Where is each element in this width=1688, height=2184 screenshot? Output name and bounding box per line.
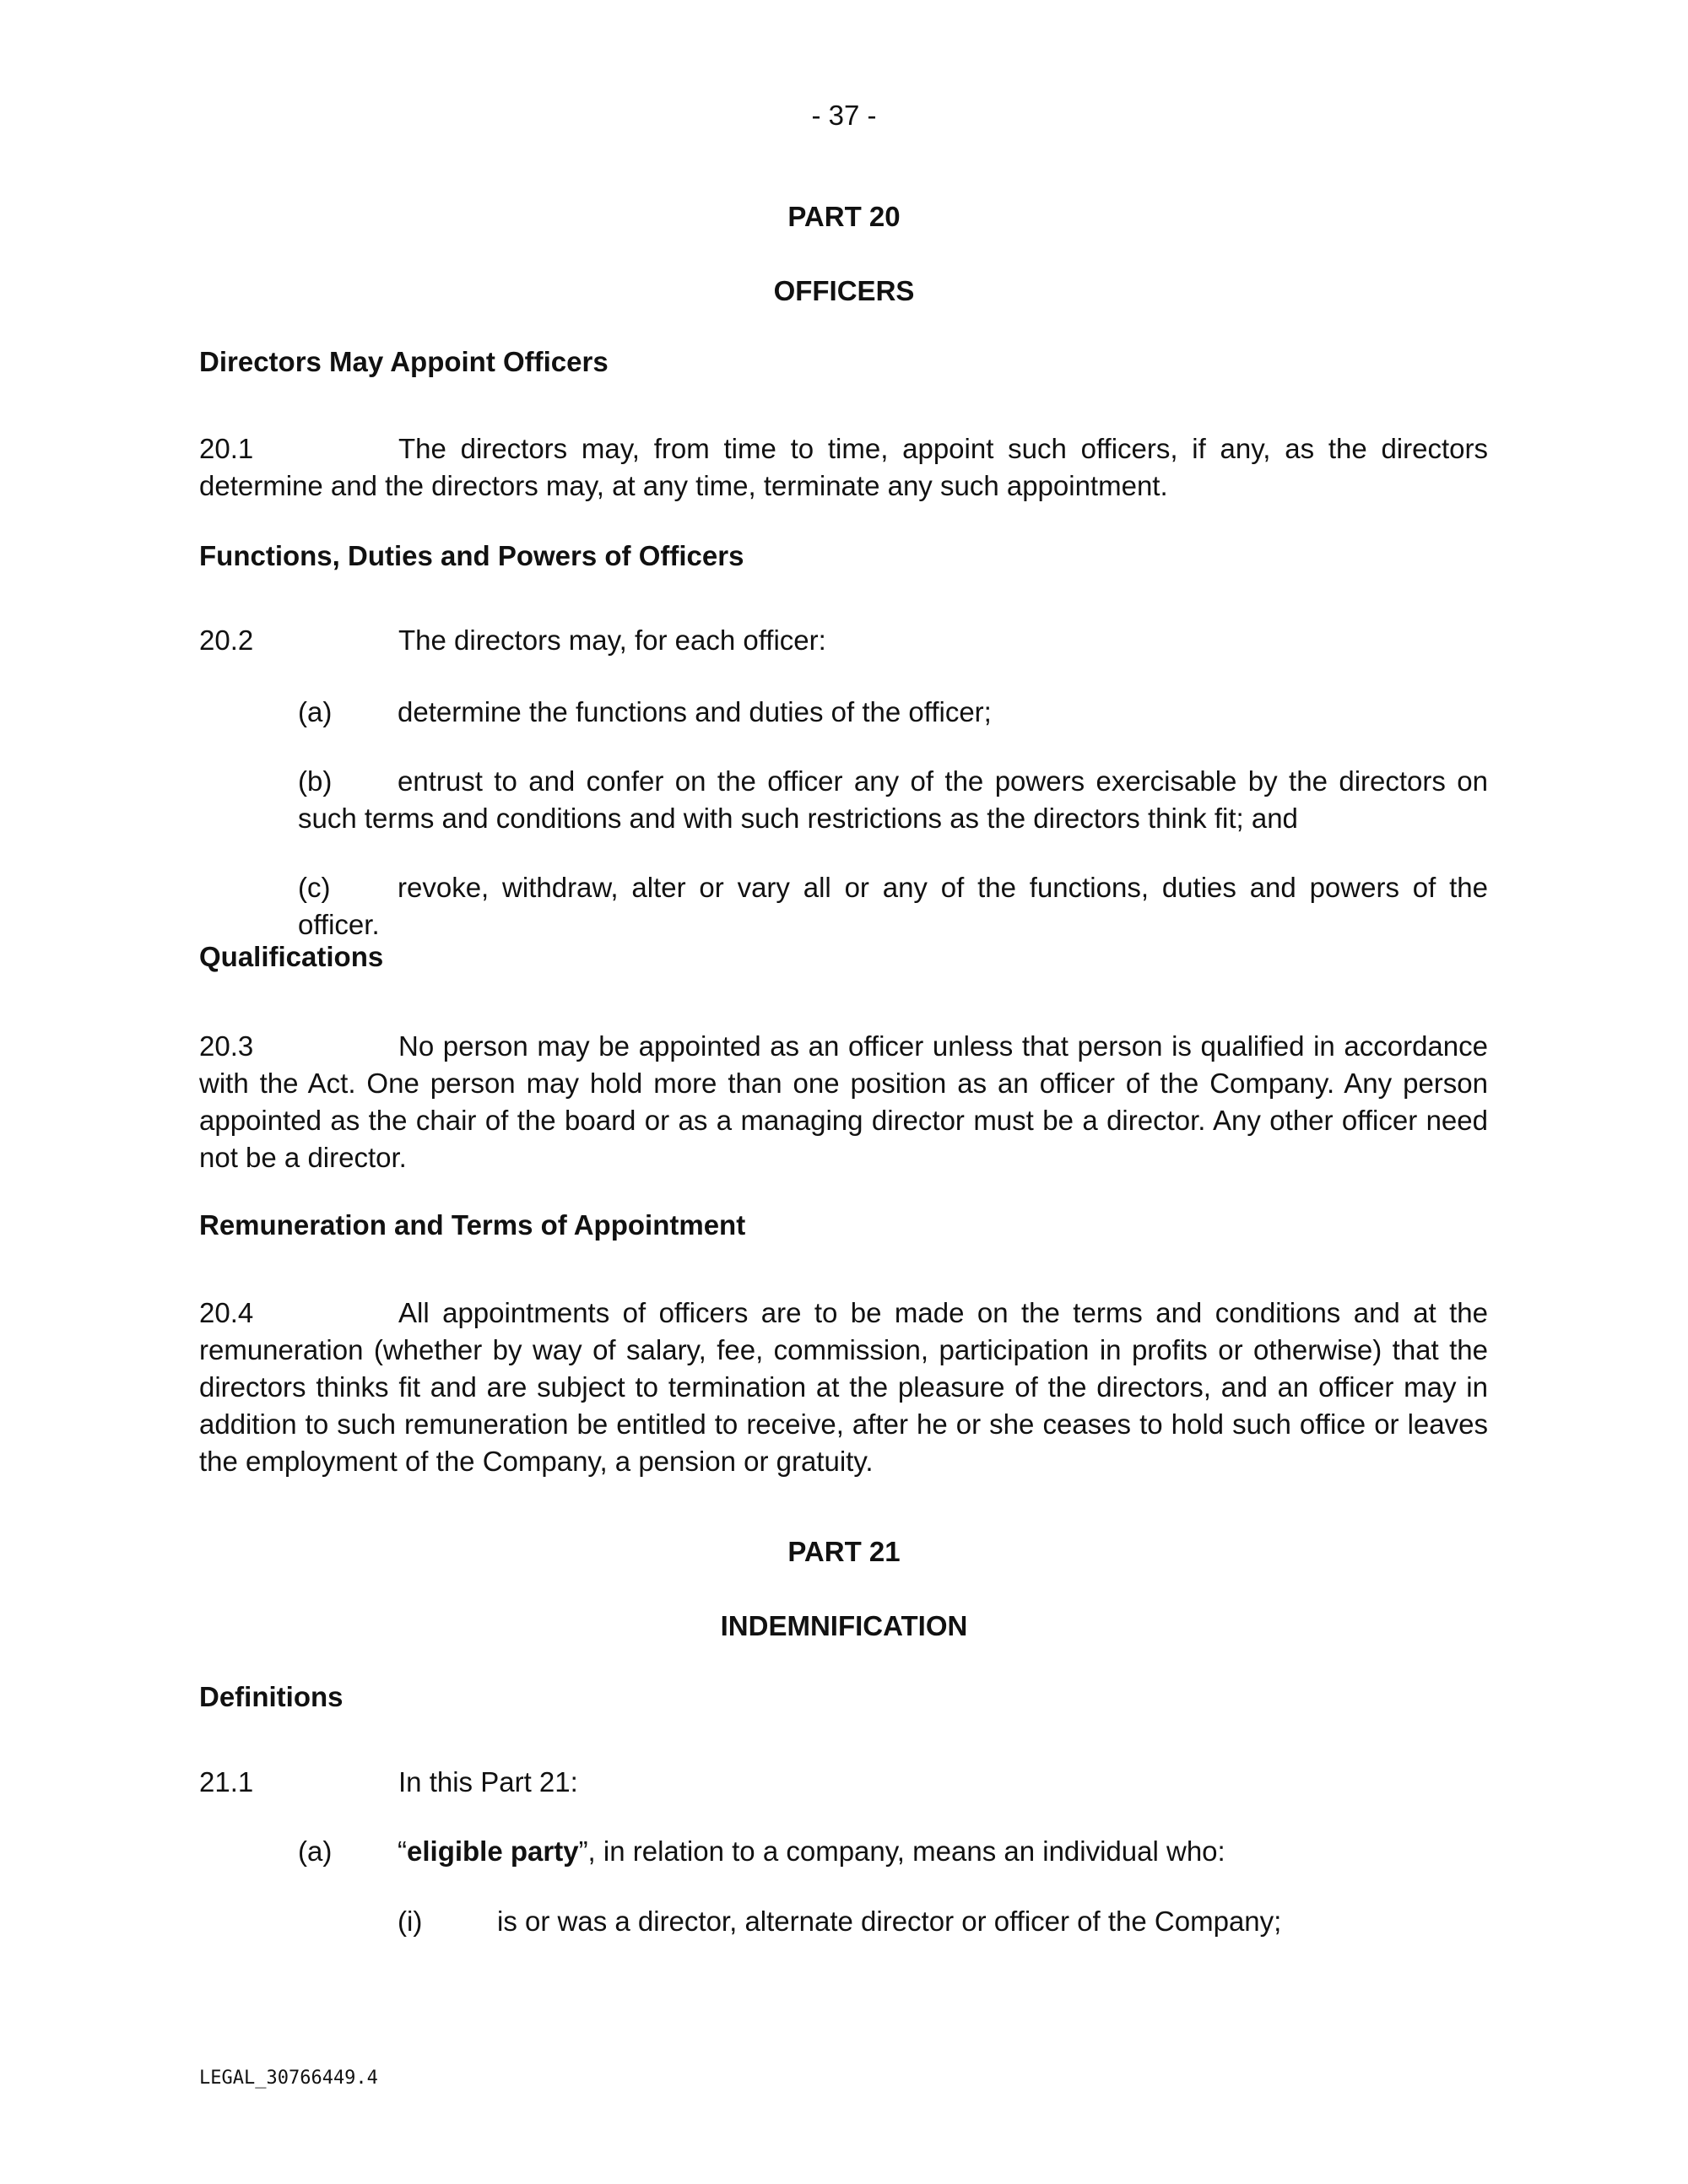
part-20-heading: PART 20 [787, 201, 901, 232]
section-heading-remuneration: Remuneration and Terms of Appointment [199, 1209, 746, 1241]
section-heading-definitions: Definitions [199, 1681, 344, 1712]
page-number: - 37 - [811, 100, 877, 131]
list-item-a [298, 694, 1488, 731]
clause-20-3 [199, 1028, 1488, 1176]
list-item-b [298, 763, 1488, 837]
item-label: (a) [298, 1835, 333, 1867]
section-heading-qualifications: Qualifications [199, 941, 384, 972]
sub-item-i [398, 1906, 1281, 1938]
item-text: determine the functions and duties of the officer; [398, 696, 992, 727]
document-footer-id: LEGAL_30766449.4 [199, 2068, 378, 2089]
clause-number: 20.4 [199, 1297, 254, 1328]
clause-text: In this Part 21: [398, 1766, 578, 1797]
section-heading-functions-duties: Functions, Duties and Powers of Officers [199, 540, 744, 571]
clause-number: 21.1 [199, 1766, 254, 1797]
clause-text: The directors may, for each officer: [398, 624, 826, 656]
definition-text: ”, in relation to a company, means an individual who: [578, 1835, 1225, 1867]
clause-text: All appointments of officers are to be made on the terms and conditions and at the remuneration (whether by way of salary, fee, commission, participation in profits or otherwise) that the directors thinks fit and are subject to termination at the pleasure of the directors, and an officer may in addition to such remuneration be entitled to receive, after he or she ceases to hold such office or leaves the employment of the Company, a pension or gratuity. [199, 1297, 1488, 1477]
item-label: (b) [298, 765, 333, 797]
part-20-title: OFFICERS [773, 275, 915, 306]
clause-text: No person may be appointed as an officer unless that person is qualified in accordance with the Act. One person may hold more than one position as an officer of the Company. Any person appointed as the chair of the board or as a managing director must be a director. Any other officer need not be a director. [199, 1030, 1488, 1173]
list-item-c [298, 869, 1488, 943]
clause-number: 20.1 [199, 433, 254, 464]
item-label: (i) [398, 1906, 423, 1937]
clause-20-4 [199, 1295, 1488, 1480]
item-label: (c) [298, 872, 331, 903]
clause-21-1 [199, 1766, 578, 1798]
clause-number: 20.2 [199, 624, 254, 656]
clause-number: 20.3 [199, 1030, 254, 1062]
part-21-title: INDEMNIFICATION [720, 1610, 968, 1641]
clause-20-2 [199, 624, 826, 657]
part-21-heading: PART 21 [787, 1536, 901, 1567]
item-text: is or was a director, alternate director or officer of the Company; [497, 1906, 1282, 1937]
defined-term: eligible party [407, 1835, 579, 1867]
clause-text: The directors may, from time to time, appoint such officers, if any, as the directors determine and the directors may, at any time, terminate any such appointment. [199, 433, 1488, 501]
definition-eligible-party [298, 1835, 1225, 1868]
item-text: entrust to and confer on the officer any of the powers exercisable by the directors on such terms and conditions and with such restrictions as the directors think fit; and [298, 765, 1488, 834]
item-text: revoke, withdraw, alter or vary all or any of the functions, duties and powers of the officer. [298, 872, 1488, 940]
open-quote: “ [398, 1835, 407, 1867]
clause-20-1 [199, 430, 1488, 505]
item-label: (a) [298, 696, 333, 727]
section-heading-appoint-officers: Directors May Appoint Officers [199, 346, 609, 377]
